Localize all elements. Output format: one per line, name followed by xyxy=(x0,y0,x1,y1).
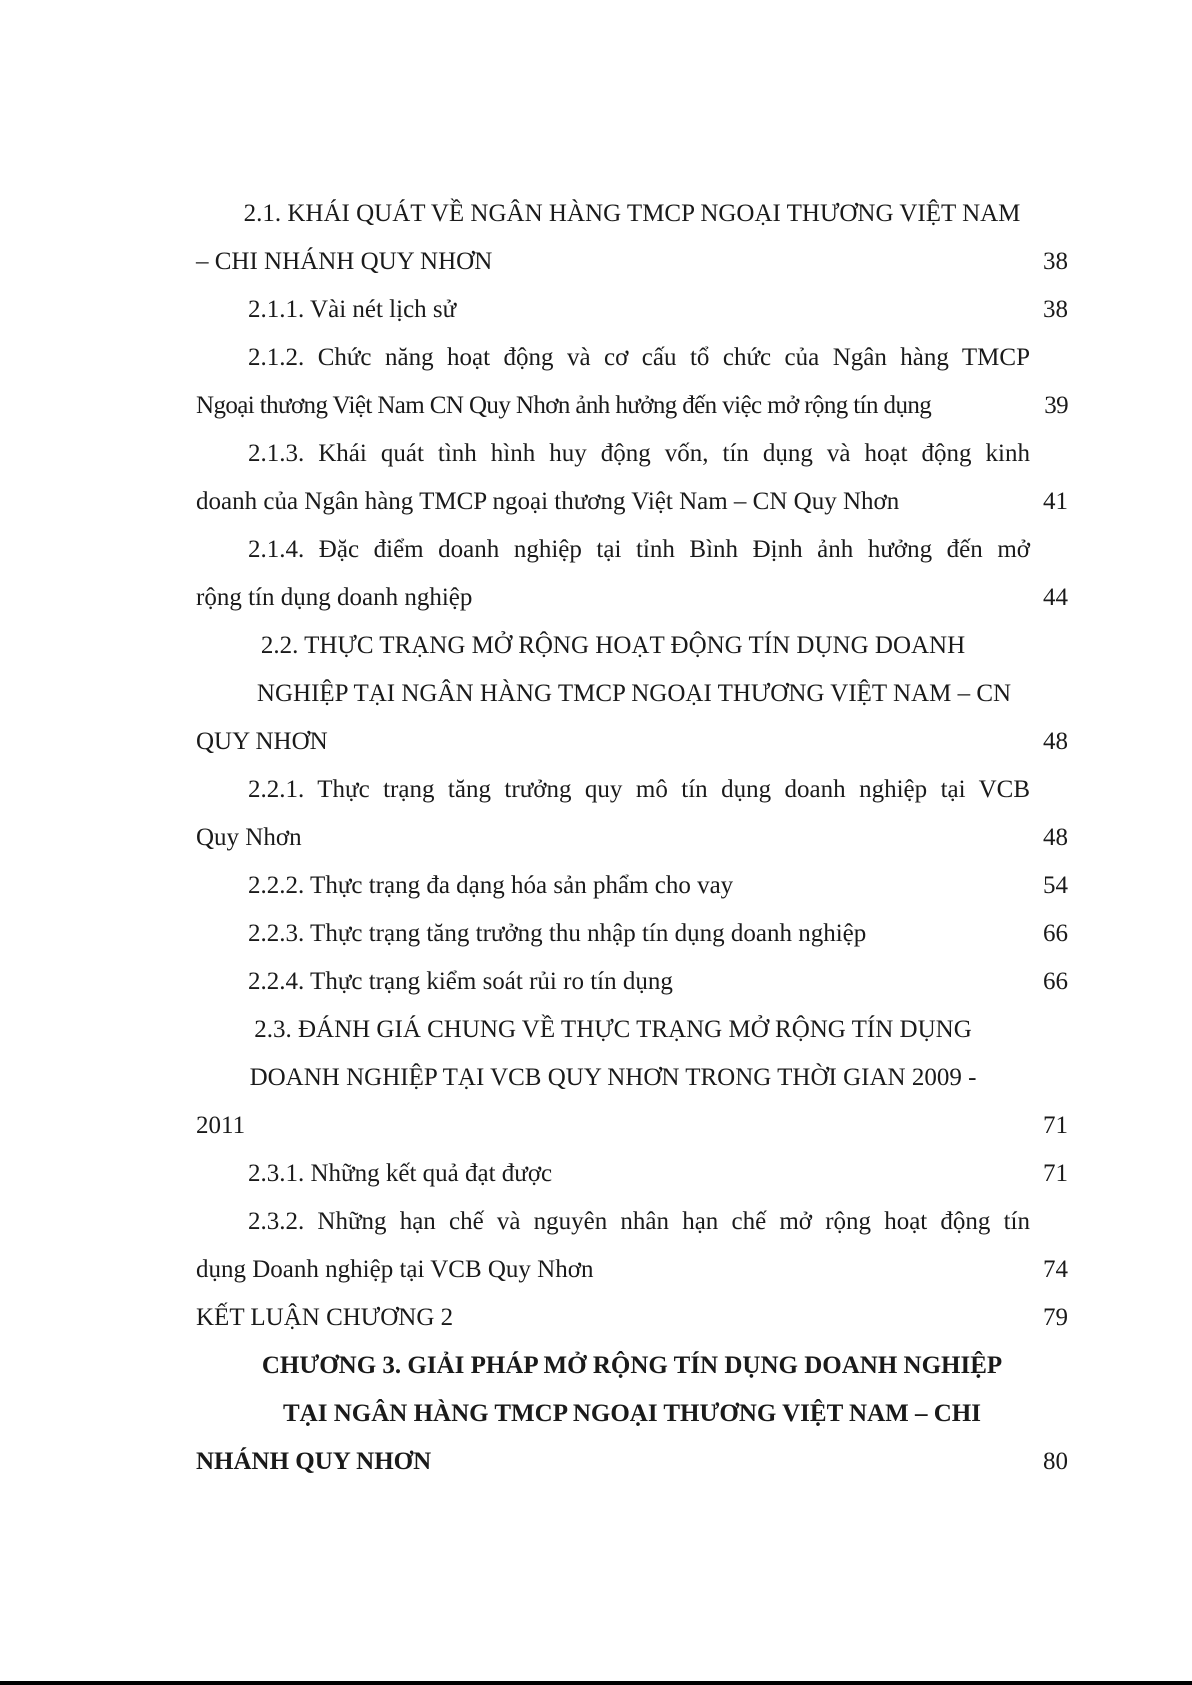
toc-text: 2.2. THỰC TRẠNG MỞ RỘNG HOẠT ĐỘNG TÍN DỤNG DOANH xyxy=(260,632,966,659)
toc-text: 2.1. KHÁI QUÁT VỀ NGÂN HÀNG TMCP NGOẠI THƯƠNG VIỆT NAM xyxy=(243,200,1021,227)
toc-text: 2.1.4. Đặc điểm doanh nghiệp tại tỉnh Bình Định ảnh hưởng đến mở xyxy=(248,536,1030,563)
toc-text: DOANH NGHIỆP TẠI VCB QUY NHƠN TRONG THỜI GIAN 2009 - xyxy=(249,1064,977,1091)
toc-text: 2.3.2. Những hạn chế và nguyên nhân hạn chế mở rộng hoạt động tín xyxy=(248,1208,1030,1235)
toc-text: 2011 xyxy=(196,1112,246,1139)
toc-entry-2-3-2-line-2 xyxy=(196,1250,1068,1290)
toc-entry-2-2-1-line-2 xyxy=(196,818,1068,858)
toc-text: KẾT LUẬN CHƯƠNG 2 xyxy=(196,1304,454,1331)
toc-text: NHÁNH QUY NHƠN xyxy=(196,1448,432,1475)
toc-page-number: 71 xyxy=(1043,1112,1068,1139)
toc-entry-2-1-1 xyxy=(196,290,1068,330)
toc-entry-2-2-line-2 xyxy=(206,674,1062,714)
toc-text: 2.1.1. Vài nét lịch sử xyxy=(248,296,457,323)
toc-entry-2-1-3-line-2 xyxy=(196,482,1068,522)
toc-text: 2.2.4. Thực trạng kiểm soát rủi ro tín dụng xyxy=(248,968,673,995)
toc-text: rộng tín dụng doanh nghiệp xyxy=(196,584,473,611)
toc-text: Ngoại thương Việt Nam CN Quy Nhơn ảnh hưởng đến việc mở rộng tín dụng xyxy=(196,392,932,419)
toc-page-number: 48 xyxy=(1043,824,1068,851)
toc-entry-conclusion-chapter-2 xyxy=(196,1298,1068,1338)
toc-page-number: 48 xyxy=(1043,728,1068,755)
toc-entry-chapter-3-line-1 xyxy=(196,1346,1068,1386)
toc-text: CHƯƠNG 3. GIẢI PHÁP MỞ RỘNG TÍN DỤNG DOANH NGHIỆP xyxy=(261,1352,1003,1379)
toc-page-number: 54 xyxy=(1043,872,1068,899)
toc-entry-2-1-4-line-2 xyxy=(196,578,1068,618)
toc-text: 2.2.2. Thực trạng đa dạng hóa sản phẩm cho vay xyxy=(248,872,734,899)
toc-entry-2-1-4-line-1 xyxy=(196,530,1030,570)
toc-text: – CHI NHÁNH QUY NHƠN xyxy=(196,248,493,275)
toc-entry-2-3-line-3 xyxy=(196,1106,1068,1146)
toc-text: NGHIỆP TẠI NGÂN HÀNG TMCP NGOẠI THƯƠNG VIỆT NAM – CN xyxy=(256,680,1012,707)
toc-text: 2.1.3. Khái quát tình hình huy động vốn, tín dụng và hoạt động kinh xyxy=(248,440,1030,467)
toc-page-number: 66 xyxy=(1043,920,1068,947)
toc-page-number: 44 xyxy=(1043,584,1068,611)
toc-text: doanh của Ngân hàng TMCP ngoại thương Việt Nam – CN Quy Nhơn xyxy=(196,488,900,515)
toc-text: 2.3.1. Những kết quả đạt được xyxy=(248,1160,553,1187)
toc-entry-2-2-2 xyxy=(196,866,1068,906)
toc-page-number: 38 xyxy=(1043,296,1068,323)
toc-text: Quy Nhơn xyxy=(196,824,302,851)
page-bottom-edge xyxy=(0,1681,1192,1685)
toc-entry-2-1-line-1 xyxy=(196,194,1068,234)
toc-entry-2-3-line-1 xyxy=(196,1010,1030,1050)
toc-text: QUY NHƠN xyxy=(196,728,328,755)
toc-page-number: 80 xyxy=(1043,1448,1068,1475)
toc-page-number: 74 xyxy=(1043,1256,1068,1283)
toc-text: dụng Doanh nghiệp tại VCB Quy Nhơn xyxy=(196,1256,594,1283)
toc-page-number: 79 xyxy=(1043,1304,1068,1331)
toc-text: 2.2.3. Thực trạng tăng trưởng thu nhập tín dụng doanh nghiệp xyxy=(248,920,867,947)
toc-entry-2-3-2-line-1 xyxy=(196,1202,1030,1242)
toc-entry-chapter-3-line-2 xyxy=(196,1394,1068,1434)
toc-text: 2.2.1. Thực trạng tăng trưởng quy mô tín dụng doanh nghiệp tại VCB xyxy=(248,776,1030,803)
toc-entry-2-2-line-3 xyxy=(196,722,1068,762)
toc-entry-2-1-3-line-1 xyxy=(196,434,1030,474)
toc-entry-2-1-line-2 xyxy=(196,242,1068,282)
toc-entry-2-3-1 xyxy=(196,1154,1068,1194)
toc-text: TẠI NGÂN HÀNG TMCP NGOẠI THƯƠNG VIỆT NAM – CHI xyxy=(283,1400,981,1427)
toc-page-number: 39 xyxy=(1044,392,1068,419)
toc-entry-2-3-line-2 xyxy=(196,1058,1030,1098)
toc-text: 2.3. ĐÁNH GIÁ CHUNG VỀ THỰC TRẠNG MỞ RỘNG TÍN DỤNG xyxy=(254,1016,972,1043)
toc-page-number: 66 xyxy=(1043,968,1068,995)
toc-text: 2.1.2. Chức năng hoạt động và cơ cấu tổ chức của Ngân hàng TMCP xyxy=(248,344,1030,371)
toc-entry-2-2-3 xyxy=(196,914,1068,954)
toc-page-number: 41 xyxy=(1043,488,1068,515)
toc-entry-2-2-line-1 xyxy=(196,626,1030,666)
toc-entry-chapter-3-line-3 xyxy=(196,1442,1068,1482)
toc-entry-2-2-1-line-1 xyxy=(196,770,1030,810)
toc-entry-2-2-4 xyxy=(196,962,1068,1002)
toc-page-number: 71 xyxy=(1043,1160,1068,1187)
toc-entry-2-1-2-line-1 xyxy=(196,338,1030,378)
toc-page-number: 38 xyxy=(1043,248,1068,275)
toc-entry-2-1-2-line-2 xyxy=(196,386,1068,426)
